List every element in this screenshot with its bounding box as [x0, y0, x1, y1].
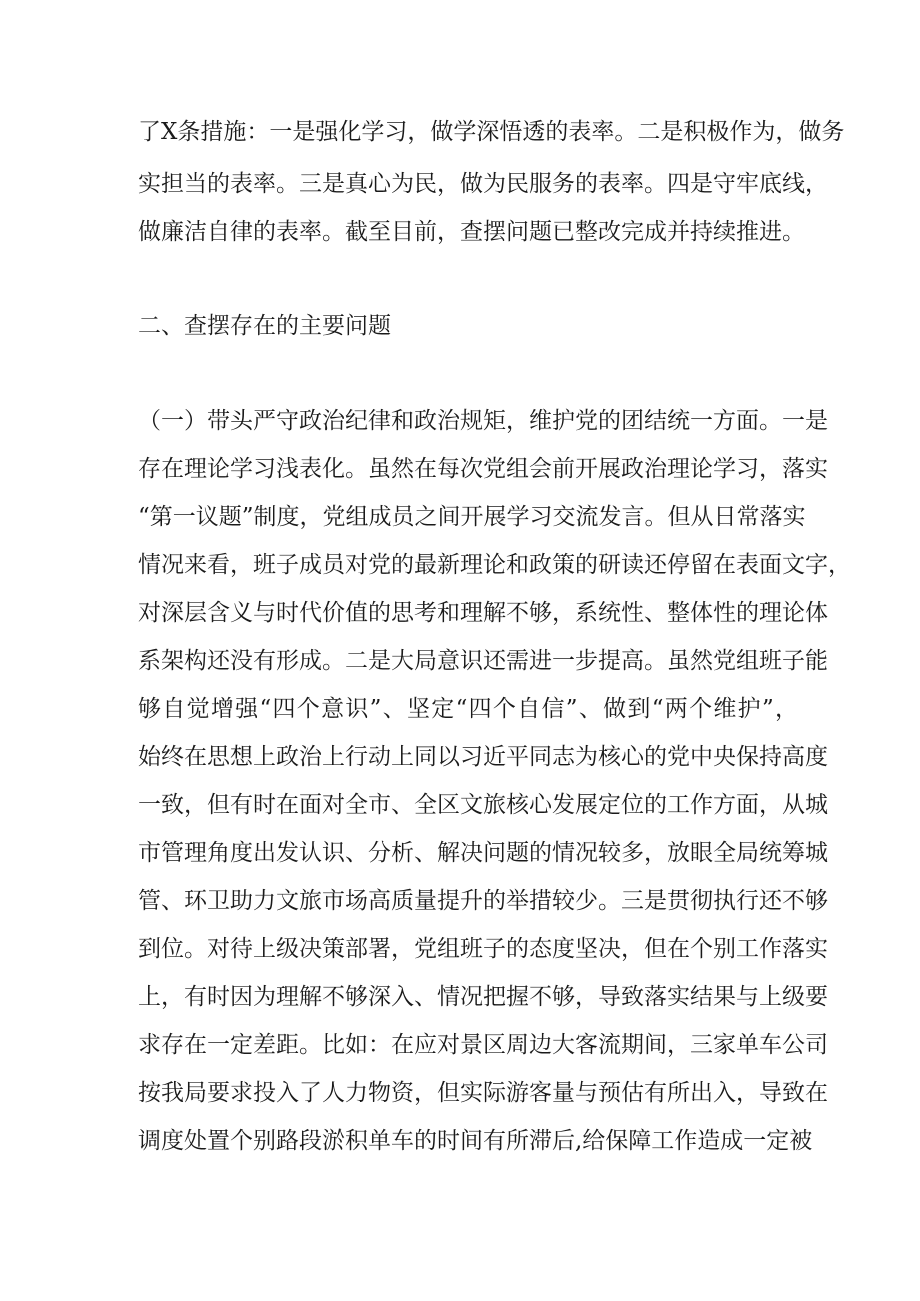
section-heading: 二、查摆存在的主要问题 — [138, 313, 391, 339]
paragraph-2-line-10: 市管理角度出发认识、分析、解决问题的情况较多，放眼全局统筹城 — [138, 840, 828, 866]
paragraph-1-line-2: 实担当的表率。三是真心为民，做为民服务的表率。四是守牢底线， — [138, 171, 828, 197]
paragraph-1-line-1: 了X条措施：一是强化学习，做学深悟透的表率。二是积极作为，做务 — [138, 119, 845, 145]
paragraph-2-line-12: 到位。对待上级决策部署，党组班子的态度坚决，但在个别工作落实 — [138, 936, 828, 962]
paragraph-2-line-3: “第一议题”制度，党组成员之间开展学习交流发言。但从日常落实 — [138, 504, 806, 530]
paragraph-2-line-4: 情况来看，班子成员对党的最新理论和政策的研读还停留在表面文字， — [138, 552, 851, 578]
paragraph-2-line-6: 系架构还没有形成。二是大局意识还需进一步提高。虽然党组班子能 — [138, 648, 828, 674]
paragraph-2-line-16: 调度处置个别路段淤积单车的时间有所滞后,给保障工作造成一定被 — [138, 1128, 813, 1154]
paragraph-2-line-11: 管、环卫助力文旅市场高质量提升的举措较少。三是贯彻执行还不够 — [138, 888, 828, 914]
paragraph-2-line-9: 一致，但有时在面对全市、全区文旅核心发展定位的工作方面，从城 — [138, 792, 828, 818]
paragraph-2-line-7: 够自觉增强“四个意识”、坚定“四个自信”、做到“两个维护”， — [138, 696, 798, 722]
paragraph-2-line-8: 始终在思想上政治上行动上同以习近平同志为核心的党中央保持高度 — [138, 744, 828, 770]
paragraph-2-line-2: 存在理论学习浅表化。虽然在每次党组会前开展政治理论学习，落实 — [138, 456, 828, 482]
paragraph-2-line-1: （一）带头严守政治纪律和政治规矩，维护党的团结统一方面。一是 — [138, 408, 828, 434]
paragraph-2-line-5: 对深层含义与时代价值的思考和理解不够，系统性、整体性的理论体 — [138, 600, 828, 626]
paragraph-1-line-3: 做廉洁自律的表率。截至目前，查摆问题已整改完成并持续推进。 — [138, 219, 805, 245]
paragraph-2-line-14: 求存在一定差距。比如：在应对景区周边大客流期间，三家单车公司 — [138, 1032, 828, 1058]
paragraph-2-line-13: 上，有时因为理解不够深入、情况把握不够，导致落实结果与上级要 — [138, 984, 828, 1010]
paragraph-2-line-15: 按我局要求投入了人力物资，但实际游客量与预估有所出入，导致在 — [138, 1080, 828, 1106]
